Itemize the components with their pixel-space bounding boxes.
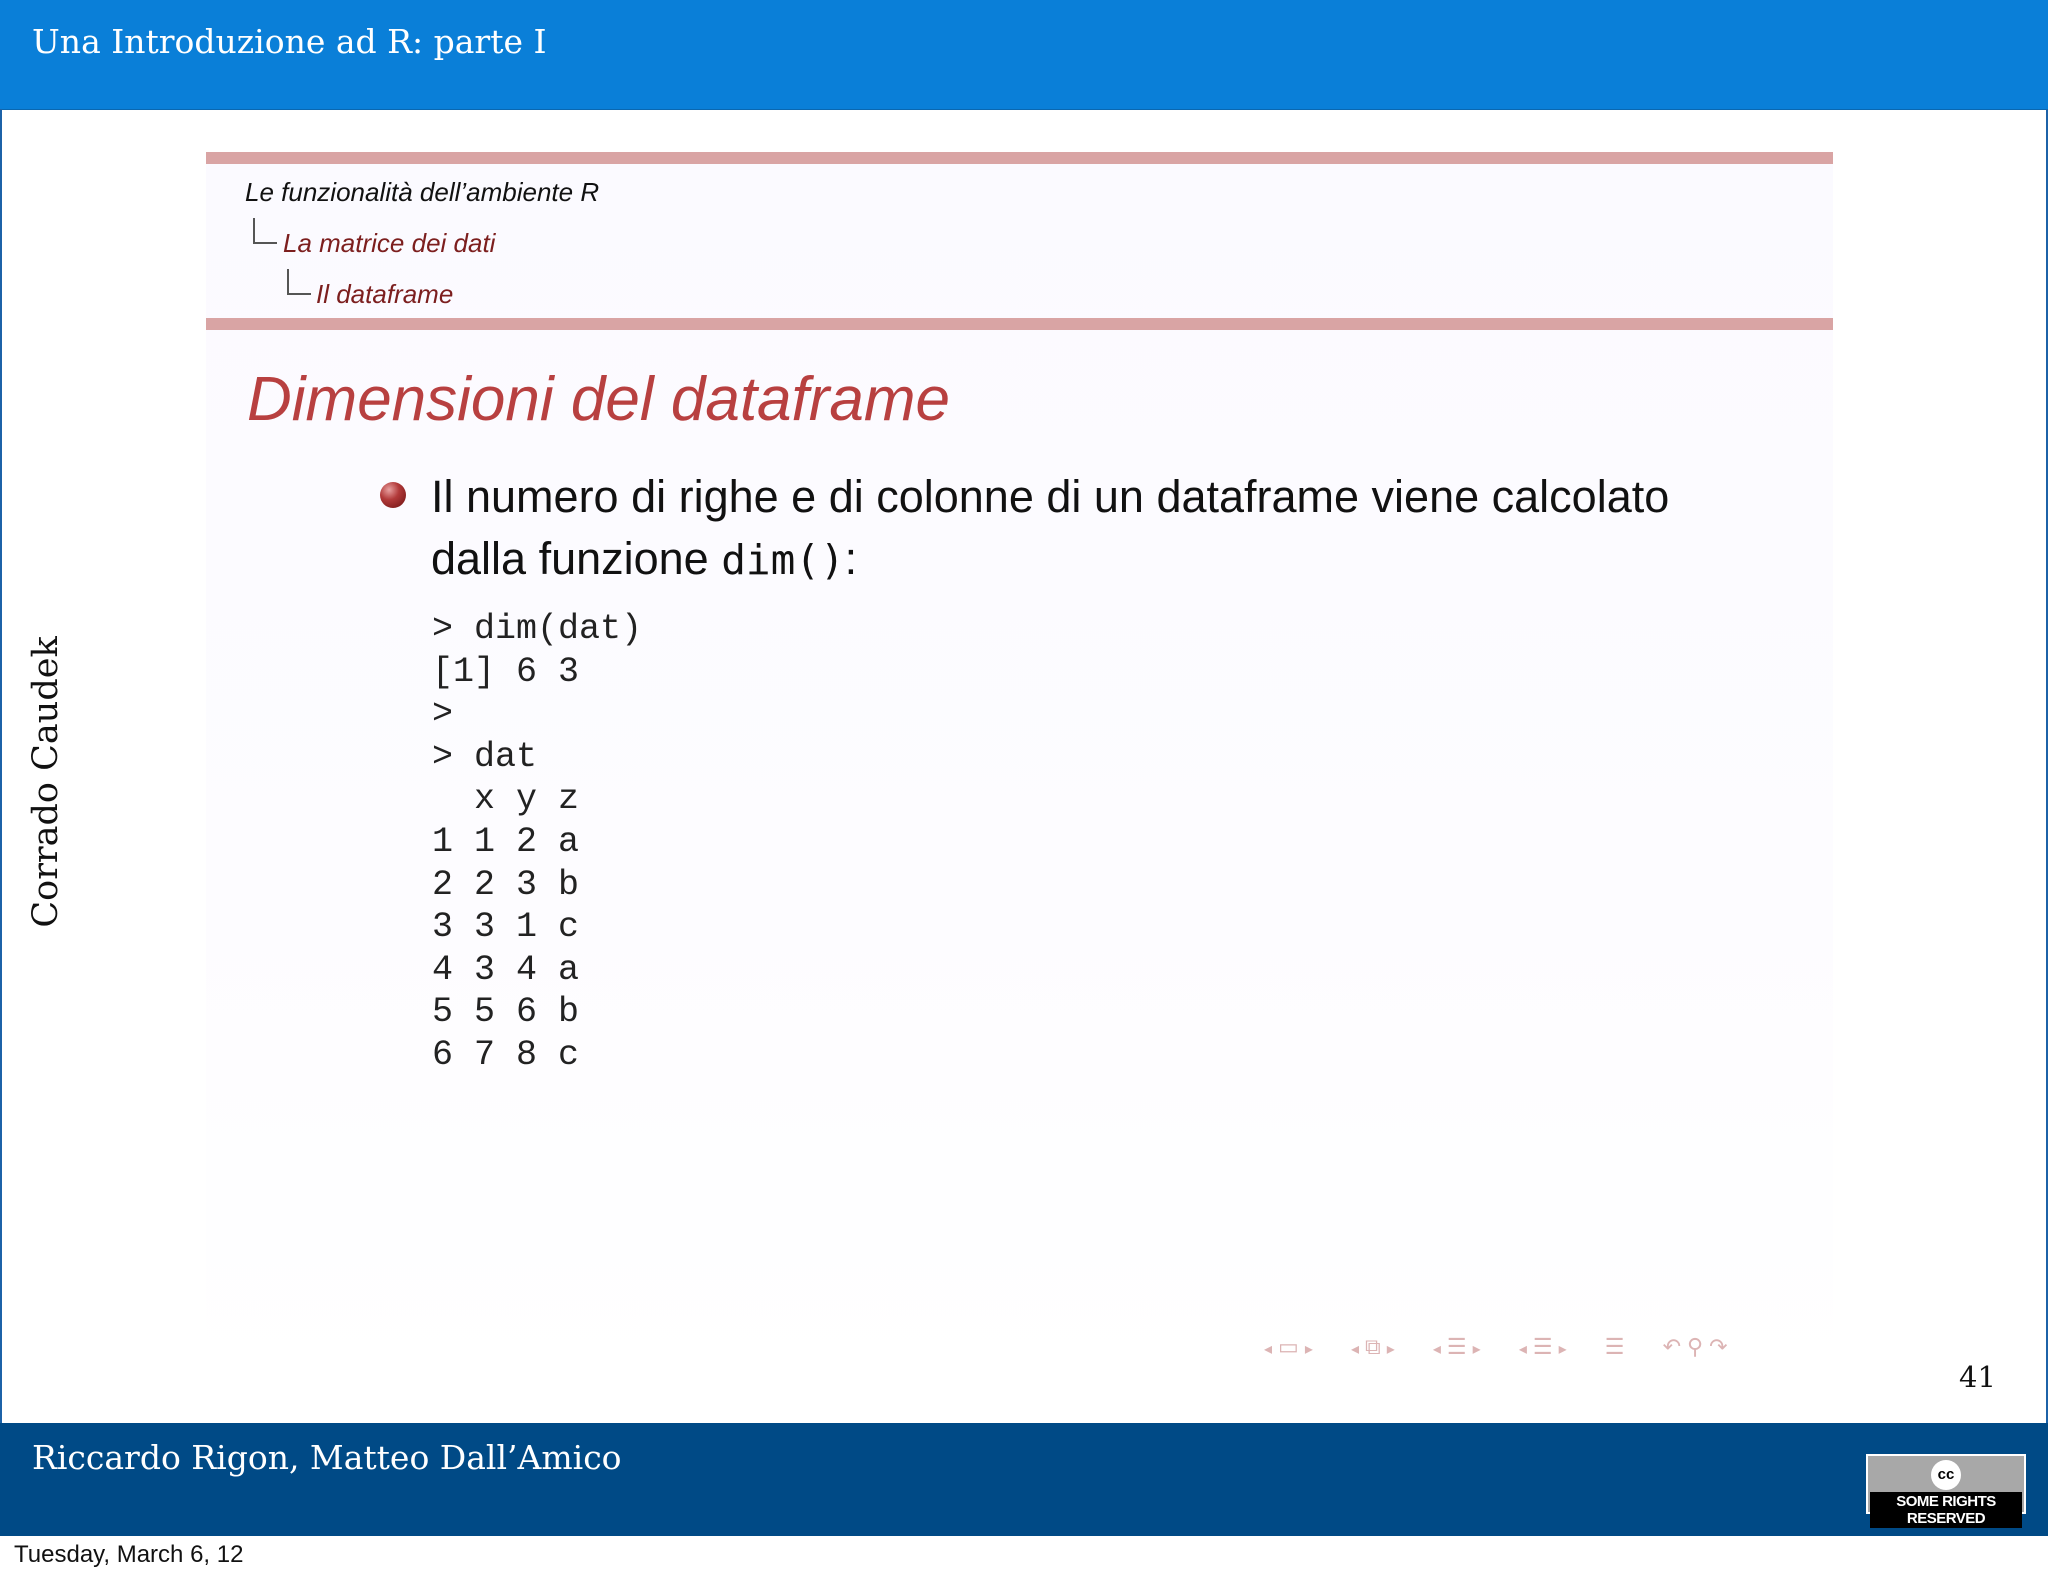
nav-prev-arrow-icon[interactable]: ◂ — [1518, 1341, 1527, 1358]
breadcrumb-subsubsection: Il dataframe — [316, 279, 454, 309]
inline-code: dim() — [721, 536, 845, 584]
breadcrumb-rule-bottom — [206, 318, 1833, 330]
code-line: 1 1 2 a — [432, 821, 580, 862]
breadcrumb-section: Le funzionalità dell’ambiente R — [245, 177, 600, 207]
nav-subsection-icon[interactable]: ⧉ — [1365, 1334, 1381, 1359]
nav-next-arrow-icon[interactable]: ▸ — [1472, 1341, 1481, 1358]
code-line: 6 7 8 c — [432, 1034, 580, 1075]
nav-doc-icon[interactable]: ☰ — [1532, 1334, 1553, 1359]
code-line: > — [432, 694, 454, 735]
nav-prev-arrow-icon[interactable]: ◂ — [1264, 1341, 1273, 1358]
code-block — [432, 608, 642, 1077]
code-line: 4 3 4 a — [432, 949, 580, 990]
nav-next-arrow-icon[interactable]: ▸ — [1558, 1341, 1567, 1358]
left-border — [0, 109, 2, 1423]
code-line: [1] 6 3 — [432, 651, 580, 692]
breadcrumb-rule-top — [206, 152, 1833, 164]
footer-authors: Riccardo Rigon, Matteo Dall’Amico — [32, 1438, 622, 1477]
nav-next-arrow-icon[interactable]: ▸ — [1386, 1341, 1395, 1358]
code-line: > dat — [432, 736, 538, 777]
cc-icon: cc — [1931, 1460, 1961, 1490]
code-line: 3 3 1 c — [432, 907, 580, 948]
bullet-punctuation: : — [844, 533, 858, 584]
nav-search-icon[interactable]: ⚲ — [1687, 1334, 1704, 1359]
code-line: 2 2 3 b — [432, 864, 580, 905]
nav-frame-icon[interactable]: ▭ — [1278, 1334, 1299, 1359]
breadcrumb-subsection: La matrice dei dati — [283, 228, 496, 258]
code-line: > dim(dat) — [432, 609, 643, 649]
cc-license-badge — [1866, 1454, 2026, 1527]
presentation-title: Una Introduzione ad R: parte I — [32, 22, 547, 61]
footer-date: Tuesday, March 6, 12 — [14, 1541, 244, 1568]
nav-prev-arrow-icon[interactable]: ◂ — [1432, 1341, 1441, 1358]
nav-prev-arrow-icon[interactable]: ◂ — [1350, 1341, 1360, 1358]
nav-appendix-icon[interactable]: ☰ — [1604, 1334, 1625, 1359]
nav-section-icon[interactable]: ☰ — [1446, 1334, 1467, 1359]
nav-forward-icon[interactable]: ↷ — [1709, 1334, 1728, 1359]
frame-title: Dimensioni del dataframe — [247, 365, 951, 434]
tree-connector — [287, 269, 311, 295]
code-line: x y z — [432, 779, 580, 820]
header-bar — [0, 0, 2048, 110]
beamer-navigation — [1264, 1334, 1734, 1370]
sidebar-author: Corrado Caudek — [26, 636, 66, 928]
bullet-ball-icon — [380, 482, 406, 508]
bullet-text: Il numero di righe e di colonne di un dataframe viene calcolato dalla funzione — [431, 471, 1670, 584]
cc-label: SOME RIGHTS RESERVED — [1870, 1492, 2022, 1528]
tree-connector — [253, 218, 277, 244]
page-number: 41 — [1959, 1360, 1996, 1394]
code-line: 5 5 6 b — [432, 992, 580, 1033]
nav-next-arrow-icon[interactable]: ▸ — [1304, 1341, 1313, 1358]
nav-back-icon[interactable]: ↶ — [1662, 1334, 1682, 1359]
bullet-item — [431, 466, 1681, 591]
